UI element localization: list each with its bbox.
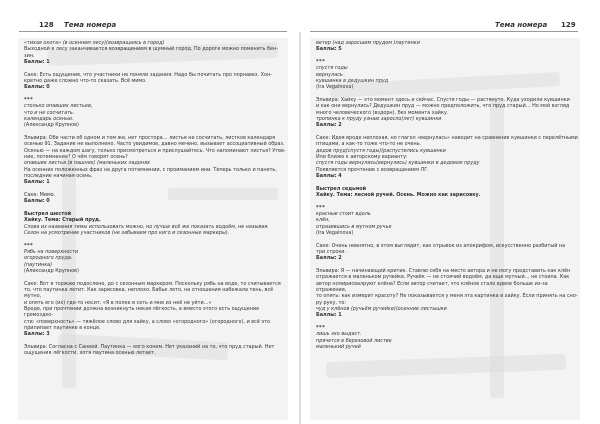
text-line: Вроде, при прочтении должна возникнуть некая лёгкость, а вместо этого есть ощущение громоздко- [24,306,260,319]
text-line: зин. [24,52,35,59]
right-column-text [316,40,578,350]
text-line: (Александр Крупнов) [24,268,79,275]
text-line: тропинка к пруду узнаю заросло(лет) кувшинки [316,116,442,123]
left-column-text [24,40,286,357]
text-line: красные стоит вдоль [316,211,371,218]
right-page [310,38,580,420]
left-page-number: 128 [39,21,54,29]
bold-line: Баллы: 0 [24,84,50,91]
text-line: ветер (над заросшим прудом )паутинки [316,40,420,46]
bold-line: Баллы: 0 [24,198,50,205]
text-line: клён, [316,217,330,224]
left-header-rule [19,31,287,32]
bold-line: Баллы: 3 [24,331,50,338]
text-line: календарь осенью. [24,116,74,123]
text-line: кретно даже сложно что-то сказать. Всё мимо. [24,78,147,85]
section-stars: *** [316,325,326,332]
text-line: отражается в маленьком ручейке. Ручеёк — не стоячий водоём, да еще мутный… не стоила. Как [316,274,570,281]
text-line: Эльвира: Хайку — это момент здесь и сейчас. Спустя годы — растянуто. Куда уходили кувшинки [316,97,570,103]
text-line: дедов пруд(спустя годы)(распустились кувшинки [316,147,446,154]
text-line: опавшие листья (в пашнях) (маленьких ладонях [24,160,150,167]
text-line: Саке: Мимо. [24,192,56,199]
text-line: то, что паутинка летит. Как зарисовка, неплохо. Бабье лето, на отношения набежала тень, всё мутно, [24,287,274,300]
text-line: (Ira Vegalnova) [316,84,354,91]
text-line: ру руку, то: [316,299,346,306]
bold-line: Баллы: 2 [316,255,342,262]
left-page [18,38,288,420]
text-line: прячется в березовой листве [316,337,392,344]
text-line: Саке: Есть ощущение, что участники не поняли задания. Надо бы почитать про порнавез. Хон- [24,71,272,78]
text-line: отразившись в мутном ручье [316,223,392,230]
text-line: то опять: как измерит красоту? Не показывается у меня эта картинка в хайку. Если принять на сно- [316,293,578,300]
text-line: автор нсмирисвалруют клёна? Если автор считает, что клёнов стало вдвое больше из-за отражения, [316,280,548,294]
section-stars: *** [24,242,34,249]
section-stars: *** [316,58,326,65]
text-line: много человеческого (вздорн), без момента хайку. [316,109,449,116]
right-header-rule [310,31,578,32]
text-line: Осенью — на каждом шагу, только присмотреться и прислушайтесь. Что напоминают листья? Утве- [24,147,286,154]
text-line: лишь эхо выдаст. [316,331,362,338]
text-line: огородного пруда. [24,255,73,262]
text-line: Рябь на поверхности [24,249,79,256]
bold-line: Баллы: 2 [316,122,342,129]
text-line: столько опавших листьев, [24,103,93,110]
text-line: кувшинка в дедушкин пруд [316,78,389,85]
text-line: Эльвира: Согласна с Санеей. Паутинка — кого конем. Нет указаний на то, что пруд старый. Нет [24,344,275,351]
bold-line: Выстрел шестой [24,211,72,218]
bold-line: Хайку. Тема: лесной ручей. Осень. Можно как зарисовку. [316,192,481,199]
text-line: Саке: Очень невнятно, в этом выглядит, как отрывок из апокрифом, искусственно разбитый на [316,242,566,249]
text-line: спустя годы [316,65,348,72]
text-line: и как они вернулись? Дедушкин пруд — можно предположить, что пруд старый… Но мой взгляд [316,103,570,110]
text-line: Саке: Идея вроде неплохая, но глагол «вернулась» наводит на сравнение кувшинки с перелётными [316,135,578,142]
text-line: (Александр Крупнов) [24,122,79,129]
text-line: что и не сосчитать. [24,109,75,116]
text-line: три строки. [316,249,347,256]
text-line: (Ira Vegalnova) [316,230,354,237]
text-line: Сезон на усмотрение участников (не забываем про киго и сезонные маркеры). [24,230,230,237]
text-line: На осенних положенных фраз на друга потемнении, с проиманием ини. Теперь только и панеть, [24,166,277,173]
text-line: «тихая охота» (в осеннем лесу)(возвращаясь в город) [24,40,165,46]
text-line: и опять его (их) где-то носит. «Я в полке в сеть и мне из неё не уйти…» [24,299,212,306]
bold-line: Баллы: 1 [24,59,50,66]
bold-line: Выстрел седьмой [316,185,367,192]
text-line: Саке: Вот я торжаю подослено, до с сезонным маркером. Поскольку рябь на воде, то считывается [24,280,281,287]
text-line: вернулась [316,71,343,78]
text-line: птицами, а как-то тоже что-то не очень. [316,141,422,148]
bold-line: Баллы: 1 [316,312,342,319]
bold-line: Хайку. Тема: Старый пруд. [24,217,101,224]
text-line: Выходной в лесу заканчивается возвращением в шумный город. По дороге можно поменять бен- [24,46,278,53]
bold-line: Баллы: 5 [316,46,342,53]
bold-line: Баллы: 4 [316,173,342,180]
text-line: прилипает паутинке в конце. [24,325,101,332]
right-running-title: Тема номера [495,21,548,29]
text-line: чуд у клёнов (ручьём ручейке)(осенние листышки [316,306,447,313]
text-line: (паутинка) [24,261,53,268]
text-line: сти: «поверхность» — тяжёлое слово для хайку, а слово «огородного» (огородного), и всё это [24,318,270,325]
text-line: ние, потемнение? О чём говорят осень? [24,154,128,161]
text-line: Слова из названия темы использовать можно, но лучше всё же показать водоём, не называя. [24,223,269,230]
text-line: ощущения лёгкости, хотя паутина осенью летает. [24,350,156,357]
text-line: маленький ручей [316,344,361,351]
text-line: Или ближе к авторскому варианту: [316,154,408,161]
text-line: последние начиная осень. [24,173,93,180]
right-page-number: 129 [561,21,576,29]
text-line: спустя годы вернулись(вернулись) кувшинки в дедовом пруду [316,160,480,167]
brush-stroke-decoration [326,354,566,378]
text-line: Появляется прочтение с возвращением ЛГ. [316,166,429,173]
text-line: Эльвира: Обе части об одном и том же, нет простора… листья не сосчитать, листков календаря [24,135,276,142]
text-line: осенью 91. Задание не выполнено. Часто увидимое, давно мечено, вызывает ассоциативный образ. [24,141,285,148]
book-spine [299,32,301,424]
left-running-title: Тема номера [64,21,117,29]
section-stars: *** [24,97,34,103]
text-line: Эльвира: Я — начинающий критик. Ставлю себя на место автора и не могу представить как клён [316,268,571,275]
section-stars: *** [316,204,326,211]
bold-line: Баллы: 1 [24,179,50,186]
